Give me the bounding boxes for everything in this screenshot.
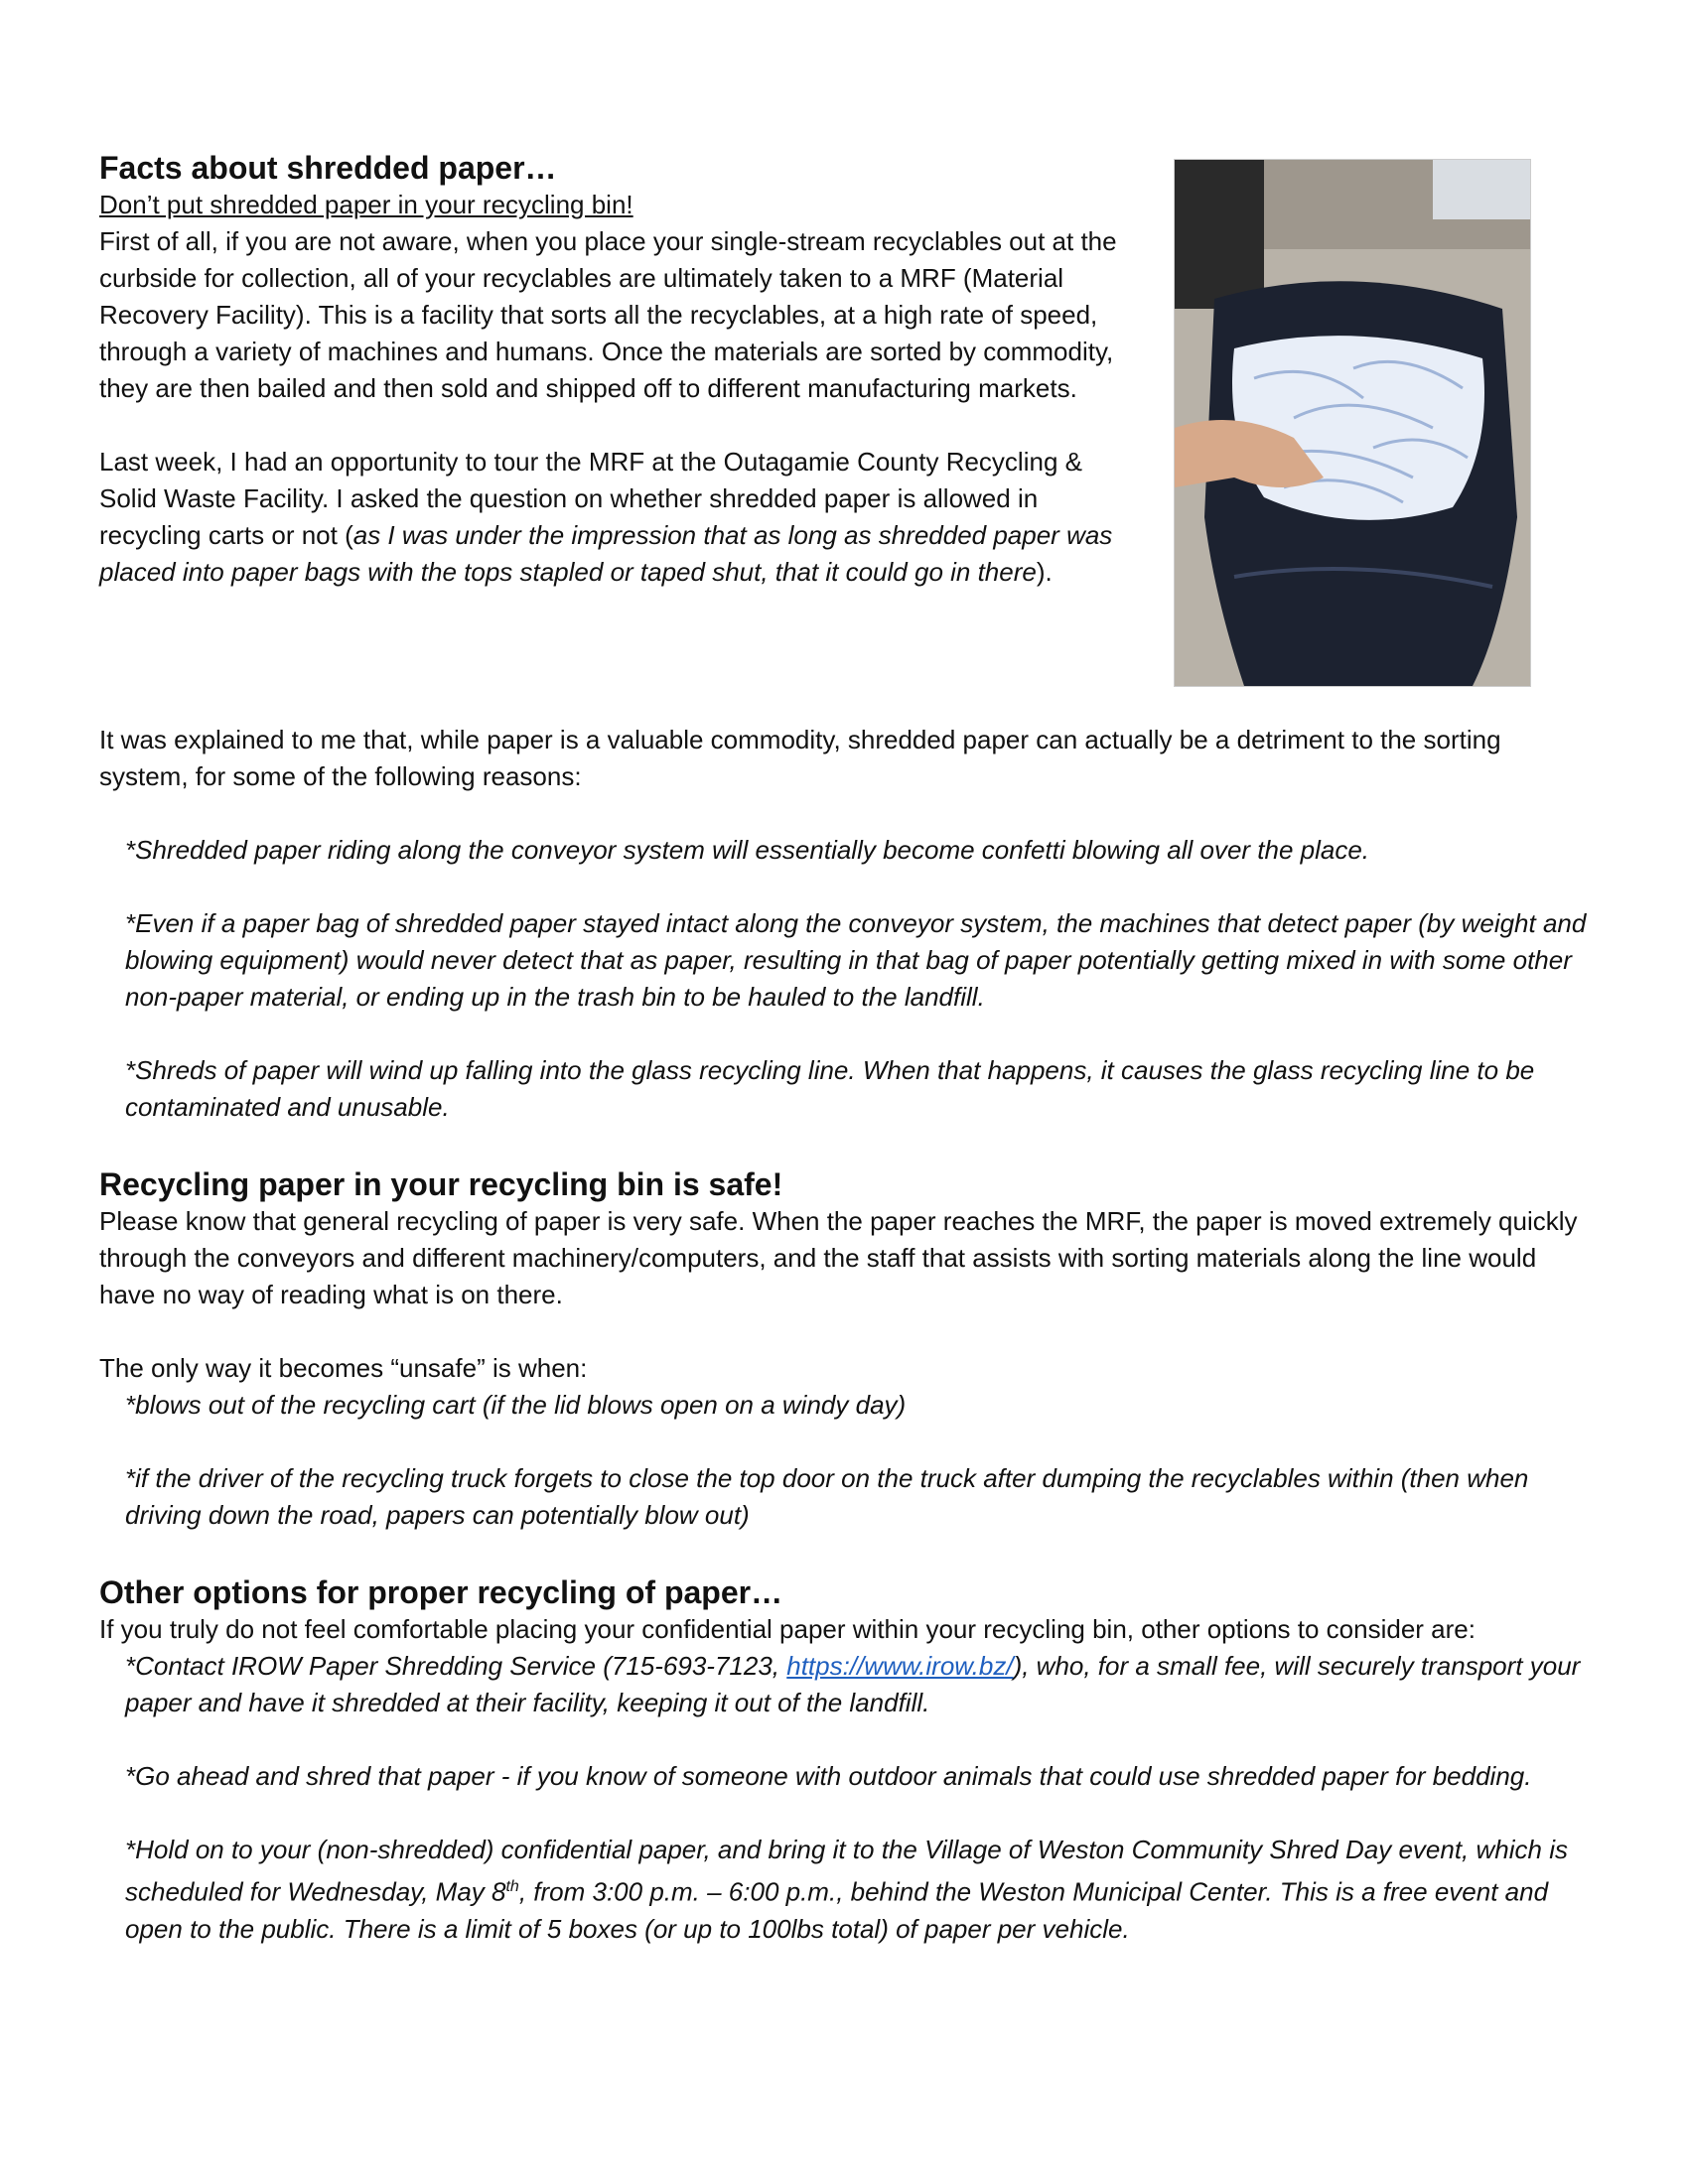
irow-link[interactable]: https://www.irow.bz/ (786, 1651, 1014, 1681)
section-other-options (99, 1573, 1589, 1948)
bullet-glass-line: *Shreds of paper will wind up falling into the glass recycling line. When that happens, it causes the glass recycling line to be contaminated and unusable. (125, 1055, 1535, 1122)
section-title-shredded-facts: Facts about shredded paper… (99, 150, 557, 186)
section-title-safe: Recycling paper in your recycling bin is safe! (99, 1166, 783, 1202)
section-safe (99, 1165, 1589, 1534)
paragraph-detriment: It was explained to me that, while paper is a valuable commodity, shredded paper can actually be a detriment to the sorting system, for some of the following reasons: (99, 725, 1501, 791)
bullet-blows-out: *blows out of the recycling cart (if the lid blows open on a windy day) (125, 1390, 907, 1420)
section-shredded-facts (99, 149, 1589, 685)
bullet-shred-day-text: *Hold on to your (non-shredded) confidential paper, and bring it to the Village of Weston Community Shred Day event, which is scheduled for Wednesday, May 8 (125, 1835, 1568, 1907)
shredded-paper-bag-photo (1174, 159, 1531, 687)
paragraph-tour (99, 444, 1132, 591)
subtitle-dont-put: Don’t put shredded paper in your recycling bin! (99, 190, 633, 219)
bullet-confetti: *Shredded paper riding along the conveyor system will essentially become confetti blowing all over the place. (125, 835, 1370, 865)
photo-illustration (1175, 160, 1530, 686)
section-title-other-options: Other options for proper recycling of paper… (99, 1574, 783, 1610)
bullet-irow (99, 1648, 1589, 1721)
paragraph-tour-italic: as I was under the impression that as long as shredded paper was placed into paper bags with the tops stapled or taped shut, that it could go in there (99, 520, 1113, 587)
date-suffix: th (505, 1878, 519, 1895)
bullet-truck-door: *if the driver of the recycling truck forgets to close the top door on the truck after dumping the recyclables within (then when driving down the road, papers can potentially blow out) (125, 1463, 1529, 1530)
bullet-shred-day (99, 1832, 1589, 1948)
paragraph-mrf-intro: First of all, if you are not aware, when you place your single-stream recyclables out at the curbside for collection, all of your recyclables are ultimately taken to a MRF (Material Recovery Facility). This is a facility that sorts all the recyclables, at a high rate of speed, through a variety of machines and humans. Once the materials are sorted by commodity, they are then bailed and then sold and shipped off to different manufacturing markets. (99, 226, 1117, 403)
bullet-bag-intact: *Even if a paper bag of shredded paper stayed intact along the conveyor system, the machines that detect paper (by weight and blowing equipment) would never detect that as paper, resulting in that bag of paper potentially getting mixed in with some other non-paper material, or ending up in the trash bin to be hauled to the landfill. (125, 908, 1587, 1012)
paragraph-options: If you truly do not feel comfortable placing your confidential paper within your recycling bin, other options to consider are: (99, 1614, 1476, 1644)
paragraph-unsafe: The only way it becomes “unsafe” is when: (99, 1353, 588, 1383)
paragraph-tour-text: Last week, I had an opportunity to tour the MRF at the Outagamie County Recycling & Solid Waste Facility. I asked the question on whether shredded paper is allowed in recycling carts or not ( (99, 447, 1082, 550)
bullet-irow-end: ), who, for a small fee, will securely transport your paper and have it shredded at their facility, keeping it out of the landfill. (125, 1651, 1581, 1717)
paragraph-tour-end: ). (1036, 557, 1053, 587)
document-page (99, 149, 1589, 1948)
bullet-shred-day-end: , from 3:00 p.m. – 6:00 p.m., behind the Weston Municipal Center. This is a free event and open to the public. There is a limit of 5 boxes (or up to 100lbs total) of paper per vehicle. (125, 1876, 1549, 1944)
bullet-irow-text: *Contact IROW Paper Shredding Service (715-693-7123, (125, 1651, 787, 1681)
bullet-shred-bedding: *Go ahead and shred that paper - if you know of someone with outdoor animals that could use shredded paper for bedding. (125, 1761, 1532, 1791)
paragraph-safe: Please know that general recycling of paper is very safe. When the paper reaches the MRF, the paper is moved extremely quickly through the conveyors and different machinery/computers, and the staff that assists with sorting materials along the line would have no way of reading what is on there. (99, 1206, 1578, 1309)
